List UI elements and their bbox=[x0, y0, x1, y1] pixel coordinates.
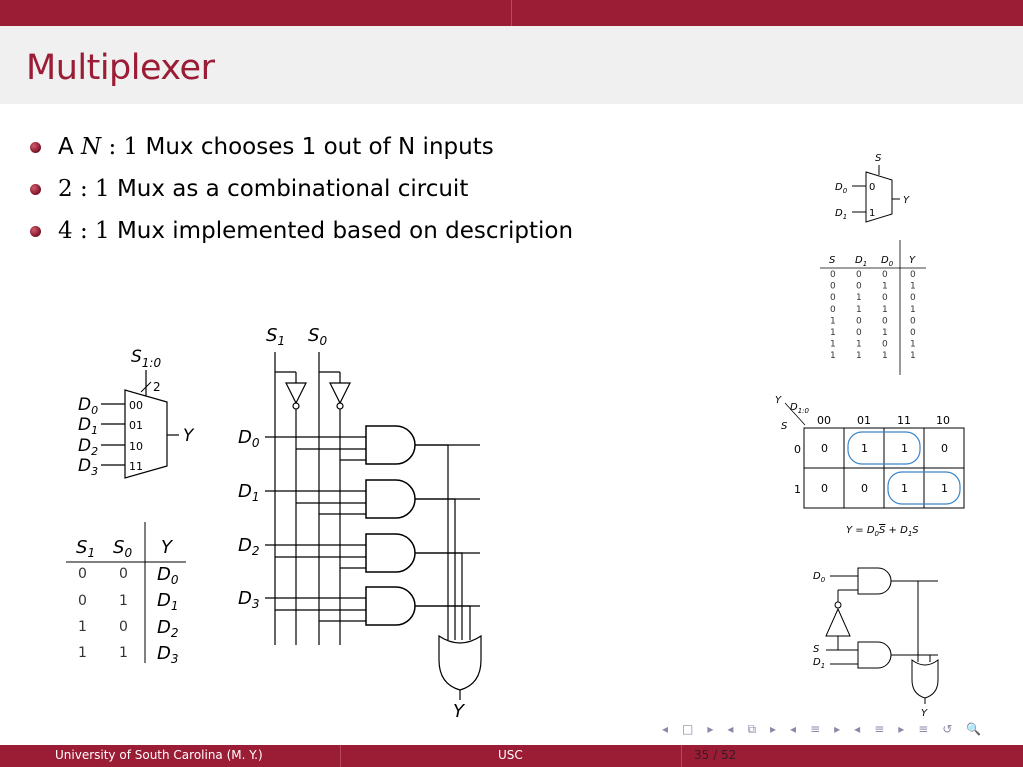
footer-divider bbox=[340, 745, 341, 767]
and-gate bbox=[366, 587, 415, 625]
truth4-cell: 1 bbox=[78, 645, 87, 661]
mux2-port: 0 bbox=[869, 182, 876, 193]
mux2-output-label: Y bbox=[903, 195, 910, 206]
truth2-cell: 0 bbox=[856, 281, 862, 292]
kmap-cell: 1 bbox=[941, 482, 948, 495]
nav-left-icon[interactable]: ◂ bbox=[727, 722, 734, 736]
mux4-symbol bbox=[78, 347, 195, 478]
mux4-bus-width: 2 bbox=[153, 380, 161, 394]
circuit4-sel-label: $S_0$ bbox=[308, 325, 328, 348]
circuit4 bbox=[238, 325, 481, 722]
mux2-port: 1 bbox=[869, 208, 876, 219]
truth4-header: $S_0$ bbox=[113, 537, 133, 560]
mux4-input-label: $D_0$ bbox=[78, 395, 99, 417]
truth2-cell: 1 bbox=[910, 339, 916, 350]
and-gate bbox=[858, 568, 891, 594]
bullet-part: Mux as a combinational circuit bbox=[109, 176, 469, 202]
nav-outline-icon[interactable]: ≡ bbox=[918, 722, 929, 736]
wire bbox=[415, 499, 455, 640]
inverter-bubble bbox=[835, 602, 841, 608]
bullet-math: N bbox=[81, 134, 102, 160]
mux4-sel-label: $S_{1:0}$ bbox=[131, 347, 162, 370]
circuit4-input-label: $D_2$ bbox=[238, 535, 260, 558]
truth2-cell: 1 bbox=[830, 351, 836, 362]
truth2-cell: 0 bbox=[910, 270, 916, 280]
truth2-cell: 1 bbox=[910, 304, 916, 315]
truth2-header: $D_0$ bbox=[881, 255, 894, 268]
inverter-s0 bbox=[330, 383, 350, 403]
nav-subsection-icon[interactable]: ⧉ bbox=[747, 722, 757, 736]
inverter-bubble bbox=[337, 403, 343, 409]
truth2-cell: 1 bbox=[856, 351, 862, 362]
truth2-cell: 0 bbox=[882, 339, 888, 350]
kmap-row-var: S bbox=[781, 421, 788, 432]
truth2-cell: 1 bbox=[910, 281, 916, 292]
wire bbox=[891, 655, 930, 662]
kmap-cell: 0 bbox=[941, 442, 948, 455]
nav-right-icon[interactable]: ▸ bbox=[770, 722, 777, 736]
truth2-cell: 1 bbox=[830, 328, 836, 338]
bullet-part: Mux chooses 1 out of N inputs bbox=[138, 134, 494, 160]
truth4-cell: 0 bbox=[78, 566, 87, 582]
truth4-header: Y bbox=[161, 537, 172, 558]
circuit4-input-label: $D_1$ bbox=[238, 481, 260, 504]
truth4-cell: 1 bbox=[119, 645, 128, 661]
kmap-cell: 1 bbox=[901, 482, 908, 495]
slide-title: Multiplexer bbox=[26, 48, 215, 88]
mux2-input-label: $D_0$ bbox=[835, 182, 848, 195]
truth2-cell: 1 bbox=[882, 304, 888, 315]
truth2-cell: 0 bbox=[882, 293, 888, 304]
truth2-header: Y bbox=[909, 255, 916, 266]
inverter-s1 bbox=[286, 383, 306, 403]
kmap-col-header: 11 bbox=[897, 414, 911, 427]
truth2-cell: 0 bbox=[856, 316, 862, 327]
nav-section-icon[interactable]: ≡ bbox=[810, 722, 821, 736]
truth4-cell: 0 bbox=[119, 619, 128, 635]
mux2-sel-label: S bbox=[875, 153, 882, 164]
nav-back-icon[interactable]: ↺ bbox=[942, 722, 953, 736]
nav-right-icon[interactable]: ▸ bbox=[834, 722, 841, 736]
truth4-y-cell: $D_1$ bbox=[157, 590, 179, 613]
mux4-input-label: $D_1$ bbox=[78, 415, 99, 437]
circuit4-output-label: Y bbox=[453, 701, 464, 722]
truth2-header: $D_1$ bbox=[855, 255, 868, 268]
nav-left-icon[interactable]: ◂ bbox=[662, 722, 669, 736]
truth2-cell: 0 bbox=[856, 328, 862, 338]
bullet-part: A bbox=[58, 134, 82, 160]
circuit4-input-label: $D_3$ bbox=[238, 588, 260, 611]
truth2-cell: 1 bbox=[882, 281, 888, 292]
truth4-table bbox=[66, 522, 186, 666]
kmap bbox=[775, 395, 964, 538]
kmap-cell: 1 bbox=[901, 442, 908, 455]
circuit4-input-label: $D_0$ bbox=[238, 427, 260, 450]
inverter bbox=[826, 609, 850, 636]
nav-doc-icon[interactable]: ≡ bbox=[874, 722, 885, 736]
wire bbox=[891, 581, 918, 662]
kmap-output-label: Y bbox=[775, 395, 782, 406]
truth2-cell: 1 bbox=[856, 293, 862, 304]
truth2-cell: 0 bbox=[830, 281, 836, 292]
truth2-cell: 0 bbox=[910, 293, 916, 304]
kmap-cell: 0 bbox=[821, 482, 828, 495]
truth2-cell: 1 bbox=[830, 339, 836, 350]
kmap-col-header: 10 bbox=[936, 414, 950, 427]
mux4-port: 00 bbox=[129, 399, 143, 412]
kmap-col-var: $D_{1:0}$ bbox=[790, 402, 809, 415]
kmap-cell: 0 bbox=[861, 482, 868, 495]
truth4-cell: 0 bbox=[78, 593, 87, 609]
footer-divider bbox=[681, 745, 682, 767]
truth2-cell: 1 bbox=[882, 328, 888, 338]
and-gate bbox=[858, 642, 891, 668]
bullet-math: 2 : 1 bbox=[58, 176, 110, 202]
truth2-cell: 0 bbox=[830, 270, 836, 280]
mux2-symbol bbox=[835, 153, 910, 222]
mux4-port: 01 bbox=[129, 419, 143, 432]
truth2-cell: 0 bbox=[882, 270, 888, 280]
mux4-port: 11 bbox=[129, 460, 143, 473]
nav-frame-icon[interactable]: □ bbox=[682, 722, 694, 736]
circuit2-output-label: Y bbox=[921, 708, 928, 719]
nav-search-icon[interactable]: 🔍 bbox=[966, 722, 982, 736]
truth2-cell: 0 bbox=[830, 293, 836, 304]
page-number: 35 / 52 bbox=[694, 748, 737, 762]
mux4-input-label: $D_3$ bbox=[78, 456, 99, 478]
circuit2-in1-label: $D_1$ bbox=[813, 657, 826, 670]
truth2-cell: 0 bbox=[882, 316, 888, 327]
footer-author: University of South Carolina (M. Y.) bbox=[55, 748, 263, 762]
circuit2 bbox=[813, 568, 938, 719]
truth4-y-cell: $D_3$ bbox=[157, 643, 179, 666]
truth2-cell: 0 bbox=[910, 316, 916, 327]
truth2-cell: 0 bbox=[910, 328, 916, 338]
bullet-math: : 1 bbox=[101, 134, 139, 160]
truth2-cell: 1 bbox=[856, 304, 862, 315]
kmap-cell: 0 bbox=[821, 442, 828, 455]
kmap-col-header: 00 bbox=[817, 414, 831, 427]
truth4-header: $S_1$ bbox=[76, 537, 96, 560]
mux4-output-label: Y bbox=[183, 426, 194, 446]
nav-left-icon[interactable]: ◂ bbox=[790, 722, 797, 736]
footer-institution: USC bbox=[498, 748, 523, 762]
kmap-col-header: 01 bbox=[857, 414, 871, 427]
circuit2-in0-label: $D_0$ bbox=[813, 571, 826, 584]
truth2-header: S bbox=[829, 255, 836, 266]
truth2-cell: 1 bbox=[856, 339, 862, 350]
truth2-cell: 1 bbox=[910, 351, 916, 362]
bullet-part: Mux implemented based on description bbox=[109, 218, 574, 244]
nav-left-icon[interactable]: ◂ bbox=[854, 722, 861, 736]
truth2-cell: 1 bbox=[830, 316, 836, 327]
bullet-math: 4 : 1 bbox=[58, 218, 110, 244]
truth4-y-cell: $D_2$ bbox=[157, 617, 179, 640]
mux4-input-label: $D_2$ bbox=[78, 436, 99, 458]
and-gate bbox=[366, 480, 415, 518]
mux2-input-label: $D_1$ bbox=[835, 208, 848, 221]
truth4-y-cell: $D_0$ bbox=[157, 564, 179, 587]
kmap-row-header: 0 bbox=[794, 443, 801, 456]
truth2-cell: 0 bbox=[856, 270, 862, 280]
nav-right-icon[interactable]: ▸ bbox=[707, 722, 714, 736]
circuit2-sel-label: S bbox=[813, 644, 820, 655]
or-gate bbox=[439, 636, 481, 690]
wire bbox=[415, 445, 448, 640]
footer-bar bbox=[0, 745, 1023, 767]
truth2-cell: 1 bbox=[882, 351, 888, 362]
beamer-navigation bbox=[662, 722, 981, 737]
kmap-equation: $Y = D_0S + D_1S$ bbox=[846, 525, 919, 538]
and-gate bbox=[366, 534, 415, 572]
kmap-row-header: 1 bbox=[794, 483, 801, 496]
truth4-cell: 1 bbox=[78, 619, 87, 635]
truth4-cell: 0 bbox=[119, 566, 128, 582]
inverter-bubble bbox=[293, 403, 299, 409]
mux4-port: 10 bbox=[129, 440, 143, 453]
or-gate bbox=[912, 660, 938, 698]
nav-right-icon[interactable]: ▸ bbox=[898, 722, 905, 736]
and-gate bbox=[366, 426, 415, 464]
truth2-cell: 0 bbox=[830, 304, 836, 315]
kmap-cell: 1 bbox=[861, 442, 868, 455]
truth2-table bbox=[820, 240, 926, 375]
circuit4-sel-label: $S_1$ bbox=[266, 325, 286, 348]
truth4-cell: 1 bbox=[119, 593, 128, 609]
